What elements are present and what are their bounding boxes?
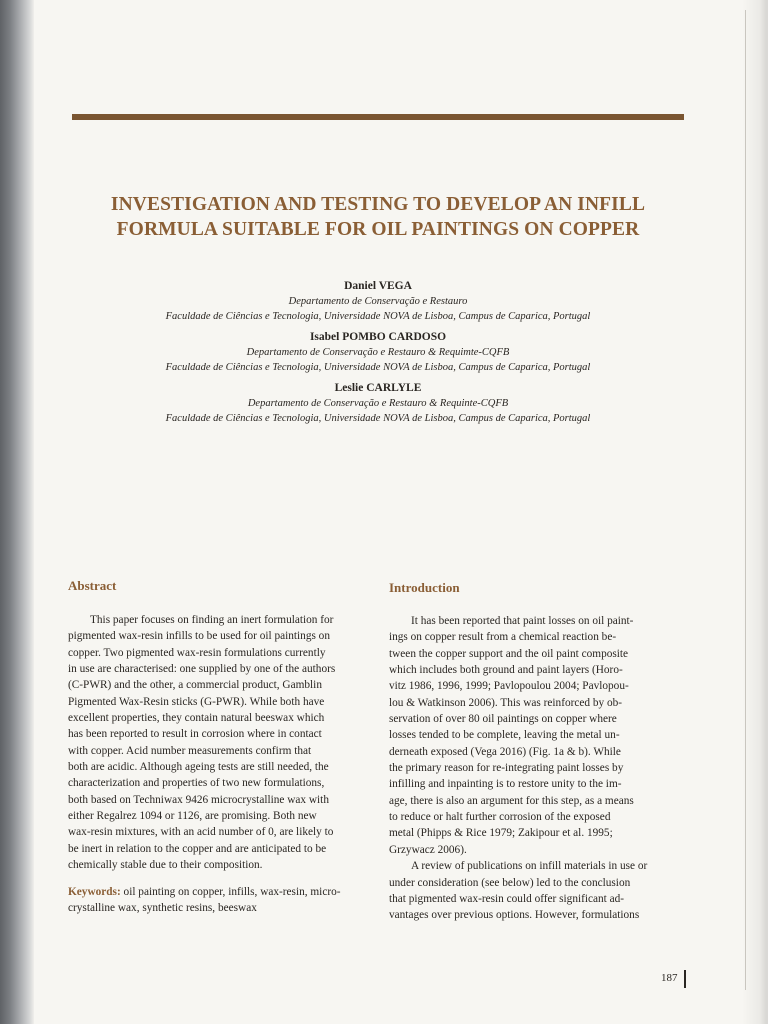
intro-line: age, there is also an argument for this step, as a means [389, 794, 634, 807]
intro-line: derneath exposed (Vega 2016) (Fig. 1a & b). While [389, 745, 621, 758]
author-name: Leslie CARLYLE [334, 382, 422, 394]
introduction-heading: Introduction [389, 580, 460, 595]
scan-binding-edge [0, 0, 34, 1024]
intro-line: vitz 1986, 1996, 1999; Pavlopoulou 2004; Pavlopou- [389, 680, 629, 693]
scan-page-edge-line [745, 10, 746, 990]
intro-line: servation of over 80 oil paintings on copper where [389, 713, 617, 726]
abstract-line: with copper. Acid number measurements confirm that [68, 744, 312, 757]
abstract-line: excellent properties, they contain natural beeswax which [68, 712, 325, 725]
intro-line: to reduce or halt further corrosion of the exposed [389, 811, 611, 824]
abstract-column [68, 612, 364, 916]
abstract-line: characterization and properties of two new formulations, [68, 777, 325, 790]
intro-line: A review of publications on infill materials in use or [411, 860, 648, 873]
abstract-heading: Abstract [68, 578, 117, 593]
page-number: 187 [661, 972, 678, 984]
abstract-line: Pigmented Wax-Resin sticks (G-PWR). While both have [68, 695, 325, 708]
intro-line: Grzywacz 2006). [389, 843, 467, 856]
keywords-text: crystalline wax, synthetic resins, beeswax [68, 901, 257, 914]
abstract-line: be inert in relation to the copper and are anticipated to be [68, 842, 327, 855]
intro-line: losses tended to be complete, leaving the metal un- [389, 729, 620, 742]
intro-line: which includes both ground and paint layers (Horo- [389, 664, 623, 677]
abstract-line: in use are characterised: one supplied by one of the authors [68, 663, 336, 676]
header-rule [72, 114, 684, 120]
keywords-block [68, 884, 364, 917]
author-name: Isabel POMBO CARDOSO [309, 331, 447, 343]
author-department: Departamento de Conservação e Restauro & Requinte-CQFB [247, 398, 509, 409]
abstract-line: chemically stable due to their composition. [68, 859, 263, 872]
intro-line: tween the copper support and the oil paint composite [389, 647, 629, 660]
paper-title [72, 192, 684, 242]
author-faculty: Faculdade de Ciências e Tecnologia, Universidade NOVA de Lisboa, Campus de Caparica, Portugal [165, 311, 591, 322]
abstract-line: pigmented wax-resin infills to be used for oil paintings on [68, 630, 330, 643]
title-line: FORMULA SUITABLE FOR OIL PAINTINGS ON COPPER [116, 219, 640, 240]
author-faculty: Faculdade de Ciências e Tecnologia, Universidade NOVA de Lisboa, Campus de Caparica, Portugal [165, 362, 591, 373]
page-number-bar [684, 970, 686, 988]
intro-line: under consideration (see below) led to the conclusion [389, 876, 631, 889]
intro-line: the primary reason for re-integrating paint losses by [389, 762, 624, 775]
author-name: Daniel VEGA [344, 280, 412, 292]
abstract-line: copper. Two pigmented wax-resin formulations currently [68, 646, 326, 659]
author-department: Departamento de Conservação e Restauro & Requimte-CQFB [246, 347, 510, 358]
intro-line: It has been reported that paint losses on oil paint- [411, 615, 634, 627]
introduction-column [389, 613, 681, 924]
keywords-text: oil painting on copper, infills, wax-resin, micro- [120, 885, 341, 898]
author-department: Departamento de Conservação e Restauro [288, 296, 468, 307]
keywords-label: Keywords: [68, 885, 121, 898]
intro-line: lou & Watkinson 2006). This was reinforced by ob- [389, 696, 623, 709]
intro-line: that pigmented wax-resin could offer significant ad- [389, 892, 625, 905]
abstract-line: (C-PWR) and the other, a commercial product, Gamblin [68, 679, 322, 692]
abstract-line: either Regalrez 1094 or 1126, are promising. Both new [68, 810, 317, 823]
abstract-line: This paper focuses on finding an inert formulation for [90, 614, 334, 626]
title-line: INVESTIGATION AND TESTING TO DEVELOP AN INFILL [110, 194, 646, 215]
author-faculty: Faculdade de Ciências e Tecnologia, Universidade NOVA de Lisboa, Campus de Caparica, Portugal [165, 413, 591, 424]
intro-line: infilling and inpainting is to restore unity to the im- [389, 778, 622, 791]
intro-line: metal (Phipps & Rice 1979; Zakipour et al. 1995; [389, 827, 613, 840]
abstract-line: both based on Techniwax 9426 microcrystalline wax with [68, 793, 329, 806]
author-block [72, 279, 684, 426]
abstract-line: has been reported to result in corrosion where in contact [68, 728, 322, 741]
intro-line: ings on copper result from a chemical reaction be- [389, 631, 617, 644]
abstract-line: wax-resin mixtures, with an acid number of 0, are likely to [68, 826, 334, 839]
intro-line: vantages over previous options. However, formulations [389, 909, 640, 922]
abstract-line: both are acidic. Although ageing tests are still needed, the [68, 761, 329, 774]
